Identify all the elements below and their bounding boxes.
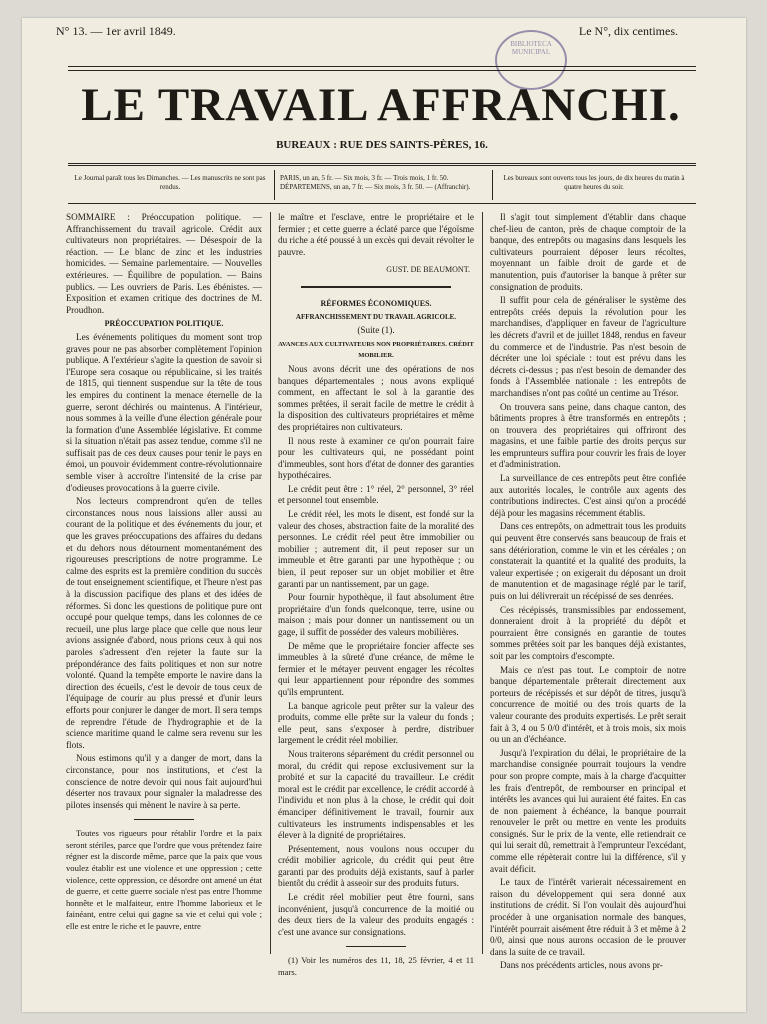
paragraph: Le crédit peut être : 1° réel, 2° personnel, 3° réel et personnel tout ensemble. — [278, 483, 474, 506]
suite-note: (Suite (1). — [357, 325, 395, 336]
infobar-rule — [68, 203, 696, 204]
departments-prices: DÉPARTEMENS, un an, 7 fr. — Six mois, 3 fr. 50. — (Affranchir). — [280, 183, 471, 191]
paragraph: le maître et l'esclave, entre le propriétaire et le fermier ; et cette guerre a éclaté parce que l'égoïsme du riche a été poussé à un excès qui devait révolter le pauvre. — [278, 212, 474, 257]
paragraph: De même que le propriétaire foncier affecte ses immeubles à la sûreté d'une créance, de même le fermier et le métayer peuvent engager les récoltes qui leur appartiennent pour répondre des sommes qu'ils empruntent. — [278, 640, 474, 697]
separator — [301, 286, 451, 288]
paragraph: Le crédit réel, les mots le disent, est fondé sur la valeur des choses, abstraction faite de la moralité des personnes. Le crédit réel peut être immobilier ou mobilier ; autrement dit, il peut reposer sur un immeuble et être garanti par une hypothèque ; ou bien, il peut reposer sur un objet mobilier et être garanti par un nantissement, par un gage. — [278, 509, 474, 589]
info-divider — [492, 170, 493, 200]
masthead-title: LE TRAVAIL AFFRANCHI. — [81, 79, 681, 131]
paragraph: Toutes vos rigueurs pour rétablir l'ordre et la paix seront stériles, parce que l'ordre que vous prétendez faire régner est la discorde même, parce que la paix que vous voulez établir est une violence et une oppression ; cette violence, cette oppression, ce désordre ont amené un état de guerre, et cette guerre sociale n'est pas entre l'homme honnête et le malfaiteur, entre l'homme laborieux et le fainéant, entre celui qui gagne sa vie et celui qui vole ; elle est entre le riche et le pauvre, entre — [66, 828, 262, 932]
paris-prices: PARIS, un an, 5 fr. — Six mois, 3 fr. — Trois mois, 1 fr. 50. — [280, 174, 449, 182]
paragraph: On trouvera sans peine, dans chaque canton, des bâtiments propres à être transformés en entrepôts ; on trouvera des propriétaires qui offriront des magasins, et une faible partie des droits perçus sur les emprunteurs suffira pour couvrir les frais de loyer et d'administration. — [490, 401, 686, 470]
top-rule — [68, 66, 696, 67]
column-divider — [482, 212, 483, 954]
paragraph: Nous estimons qu'il y a danger de mort, dans la circonstance, pour nos institutions, et c'est la conscience de notre devoir qui nous fait aujourd'hui déserter nos travaux pour signaler la maladresse des pilotes insensés qui mènent le navire à sa perte. — [66, 753, 262, 810]
footnote: (1) Voir les numéros des 11, 18, 25 février, 4 et 11 mars. — [278, 955, 474, 978]
paragraph: Présentement, nous voulons nous occuper du crédit mobilier agricole, du crédit qui peut être garanti par des produits déjà existants, sauf à parler bientôt du crédit à asseoir sur des produits futurs. — [278, 843, 474, 889]
paragraph: Le taux de l'intérêt varierait nécessairement en raison du développement qui sera donné aux institutions de crédit. Si l'on voulait dès aujourd'hui procéder à une organisation normale des banques, l'intérêt pourrait aisément être réduit à 3 et même à 2 0/0, ainsi que nous aurons occasion de le prouver dans la suite de ce travail. — [490, 877, 686, 957]
issue-number: N° 13. — 1er avril 1849. — [56, 24, 176, 38]
paragraph: Ces récépissés, transmissibles par endossement, donneraient droit à la propriété du dépôt et pourraient être consignés en garantie de toutes sommes prêtées soit par les banques déjà existantes, soit par les comptoirs d'escompte. — [490, 604, 686, 661]
paragraph: Nous traiterons séparément du crédit personnel ou moral, du crédit qui repose exclusivement sur la probité et sur la capacité du travailleur. Le crédit moral est le crédit par excellence, le crédit accordé à l'individu et non plus à la chose, le crédit qui doit émanciper définitivement le travail, fournir aux cultivateurs les instruments indispensables et les élever à la dignité de propriétaires. — [278, 748, 474, 841]
publication-note: Le Journal paraît tous les Dimanches. — Les manuscrits ne sont pas rendus. — [74, 174, 266, 191]
column-1 — [66, 212, 262, 954]
column-3 — [490, 212, 686, 971]
column-2 — [278, 212, 474, 978]
paragraph: Nos lecteurs comprendront qu'en de telles circonstances nous nous laissions aller aussi au courant de la politique et des événements du jour, et que les graves préoccupations des affaires du dedans et du dehors nous détournent momentanément des rigoureuses prescriptions de notre programme. Le calme des esprits est la première condition du succès de tout enseignement scientifique, et l'heure n'est pas à la discussion pacifique des plans et des idées de réformes. Si donc les questions de politique pure ont occupé pour quelque temps, dans les colonnes de ce recueil, une plus large place que celle que nous leur avions assignée d'abord, nous prions ceux à qui nos paroles s'adressent d'en rejeter la faute sur la prépondérance des faits politiques et non sur notre volonté. Quand la tempête emporte le navire dans la direction des écueils, c'est le devoir de tous ceux de l'équipage de courir au plus pressé et d'unir leurs efforts pour conjurer le danger de mort. Il sera temps de reprendre l'étude de l'hydrographie et de la science maritime quand le calme sera revenu sur les flots. — [66, 496, 262, 750]
section-heading: PRÉOCCUPATION POLITIQUE. — [104, 319, 224, 329]
issue-line — [48, 24, 678, 44]
column-divider — [270, 212, 271, 954]
section-subheading: AFFRANCHISSEMENT DU TRAVAIL AGRICOLE. — [295, 312, 457, 321]
separator — [134, 819, 194, 820]
paragraph: La surveillance de ces entrepôts peut être confiée aux autorités locales, le contrôle aux agents des contributions indirectes. C'est ainsi qu'on a procédé déjà pour les magasins récemment établis. — [490, 473, 686, 518]
subscription-prices — [280, 174, 490, 192]
paragraph: Il s'agit tout simplement d'établir dans chaque chef-lieu de canton, près de chaque comptoir de la banque, des entrepôts ou magasins dans lesquels les cultivateurs pourraient déposer leurs récoltes, moyennant un faible droit de garde et de manutention, puis d'autoriser la banque à prêter sur consignation de produits. — [490, 212, 686, 292]
section-subheading: AVANCES AUX CULTIVATEURS NON PROPRIÉTAIRES. CRÉDIT MOBILIER. — [278, 340, 474, 360]
paragraph: Dans nos précédents articles, nous avons pr- — [500, 960, 663, 971]
issue-price: Le N°, dix centimes. — [578, 24, 678, 38]
paragraph: Il nous reste à examiner ce qu'on pourrait faire pour les cultivateurs qui, ne possédant point d'immeubles, sont hors d'état de donner des garanties hypothécaires. — [278, 435, 474, 481]
summary: SOMMAIRE : Préoccupation politique. — Affranchissement du travail agricole. Crédit aux cultivateurs non propriétaires. — Désespoir de la réaction. — Le blanc de zinc et les industries homicides. — Semaine parlementaire. — Nouvelles extérieures. — Équilibre de population. — Bains publics. — Les ouvriers de Paris. Les ébénistes. — Exposition et examen critique des doctrines de M. Proudhon. — [66, 212, 262, 315]
office-hours: Les bureaux sont ouverts tous les jours, de dix heures du matin à quatre heures du soir. — [503, 174, 685, 191]
paragraph: Le crédit réel mobilier peut être fourni, sans inconvénient, jusqu'à concurrence de la moitié ou des deux tiers de la valeur des produits engagés : c'est une avance sur consignations. — [278, 892, 474, 937]
section-heading: RÉFORMES ÉCONOMIQUES. — [320, 298, 432, 308]
info-divider — [274, 170, 275, 200]
paragraph: Jusqu'à l'expiration du délai, le propriétaire de la marchandise consignée pourrait toujours la vendre pour son propre compte, mais à la charge d'acquitter les frais d'entrepôt, de rembourser en principal et intérêts les avances qui lui auraient été faites. En cas de non paiement à échéance, la banque pourrait renouveler le prêt ou mettre en vente les produits consignés. Sur le prix de la vente, elle retiendrait ce qui lui serait dû, remettrait à l'emprunteur l'excédant, comme elle répèterait contre lui la différence, s'il y avait déficit. — [490, 747, 686, 874]
signature: GUST. DE BEAUMONT. — [386, 265, 470, 275]
paragraph: Nous avons décrit une des opérations de nos banques départementales ; nous avons expliqué comment, en affectant le sol à la garantie des sommes prêtées, il serait facile de mettre le crédit à la disposition des cultivateurs propriétaires et même des propriétaires non cultivateurs. — [278, 363, 474, 432]
paragraph: La banque agricole peut prêter sur la valeur des produits, comme elle prête sur la valeur du fonds ; elle peut, sans s'exposer à perdre, distribuer largement le crédit réel mobilier. — [278, 700, 474, 746]
top-rule-2 — [68, 70, 696, 71]
paragraph: Pour fournir hypothèque, il faut absolument être propriétaire d'un fonds quelconque, terre, usine ou maison ; mais pour donner un nantissement ou un gage, il suffit de posséder des valeurs mobilières. — [278, 592, 474, 637]
paragraph: Il suffit pour cela de généraliser le système des entrepôts créés depuis la révolution pour les marchandises, d'appliquer en faveur de l'agriculture les décrets d'avril et de juillet 1848, rendus en faveur du commerce et de l'industrie. Pas n'est besoin de décréter une loi spéciale : tout est prévu dans les décrets ci-dessus ; pas n'est besoin de demander des fonds à l'Assemblée nationale : les entrepôts de marchandises n'ont pas coûté un centime au Trésor. — [490, 295, 686, 398]
paragraph: Dans ces entrepôts, on admettrait tous les produits qui peuvent être conservés sans beaucoup de frais et sans détérioration, comme le vin et les céréales ; on constaterait la quantité et la qualité des produits, la valeur expertisée ; on exigerait du déposant un droit de manutention et de magasinage réglé par le tarif, puis on lui délivrerait un récépissé de ses denrées. — [490, 521, 686, 601]
bureaux-address: BUREAUX : RUE DES SAINTS-PÈRES, 16. — [276, 139, 488, 151]
subscription-bar — [68, 170, 696, 200]
stamp-text: BIBLIOTECA MUNICIPAL — [510, 40, 552, 56]
masthead-rule — [68, 163, 696, 166]
separator — [346, 946, 406, 947]
paragraph: Mais ce n'est pas tout. Le comptoir de notre banque départementale prêterait directement aux porteurs de récépissés et sur dépôt de titres, jusqu'à concurrence de moitié ou des trois quarts de la valeur courante des produits expertisés. Le prêt serait fait à 3, 4 ou 5 0/0 d'intérêt, et à trois mois, six mois ou un an d'échéance. — [490, 664, 686, 745]
paragraph: Les événements politiques du moment sont trop graves pour ne pas absorber complètement l'opinion publique. A l'extérieur s'agite la question de savoir si l'Europe sera cosaque ou républicaine, si les traités de 1815, qui tiennent suspendue sur la tête de tous les empires du continent la menace éternelle de la guerre, seront déchirés ou maintenus. A l'intérieur, nous sommes à la veille d'une élection générale pour la formation d'une Assemblée législative. Et comme si la situation n'était pas assez tendue, comme s'il ne suffisait pas de ces deux causes pour tenir le pays en émoi, un pouvoir évidemment contre-révolutionnaire semble viser à accroître l'intensité de la crise par d'odieuses provocations à la guerre civile. — [66, 331, 262, 493]
